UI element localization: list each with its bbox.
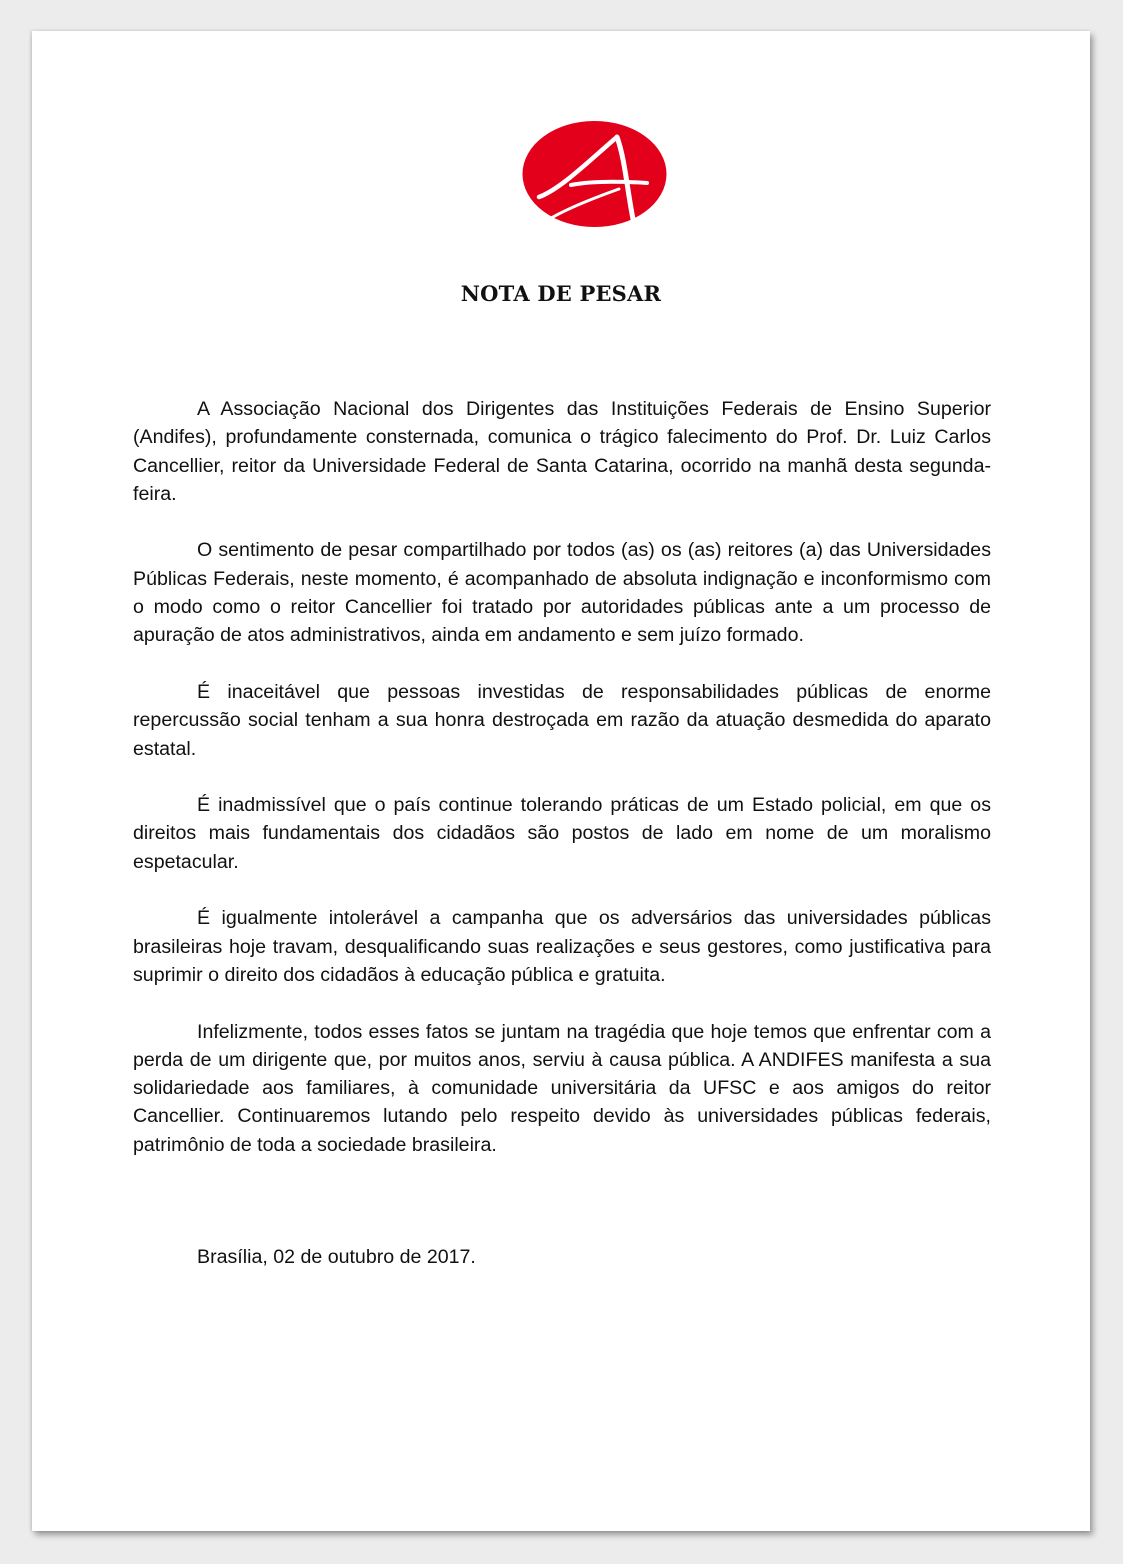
date-line: Brasília, 02 de outubro de 2017. (197, 1246, 476, 1268)
paragraph-3: É inaceitável que pessoas investidas de responsabilidades públicas de enorme repercussão social tenham a sua honra destroçada em razão da atuação desmedida do aparato estatal. (133, 680, 991, 760)
document-title: NOTA DE PESAR (460, 281, 662, 306)
andifes-logo-icon (521, 119, 668, 229)
paragraph-6: Infelizmente, todos esses fatos se juntam na tragédia que hoje temos que enfrentar com a perda de um dirigente que, por muitos anos, serviu à causa pública. A ANDIFES manifesta a sua solidariedade aos familiares, à comunidade universitária da UFSC e aos amigos do reitor Cancellier. Continuaremos lutando pelo respeito devido às universidades públicas federais, patrimônio de toda a sociedade brasileira. (133, 1020, 991, 1156)
document-page (32, 31, 1090, 1531)
paragraph-4: É inadmissível que o país continue tolerando práticas de um Estado policial, em que os direitos mais fundamentais dos cidadãos são postos de lado em nome de um moralismo espetacular. (133, 794, 991, 873)
document-body (133, 395, 991, 1187)
paragraph-5: É igualmente intolerável a campanha que os adversários das universidades públicas brasileiras hoje travam, desqualificando suas realizações e seus gestores, como justificativa para suprimir o direito dos cidadãos à educação pública e gratuita. (133, 907, 991, 986)
paragraph-2: O sentimento de pesar compartilhado por todos (as) os (as) reitores (a) das Universidades Públicas Federais, neste momento, é acompanhado de absoluta indignação e inconformismo com o modo como o reitor Cancellier foi tratado por autoridades públicas ante a um processo de apuração de atos administrativos, ainda em andamento e sem juízo formado. (133, 539, 991, 647)
paragraph-1: A Associação Nacional dos Dirigentes das Instituições Federais de Ensino Superior (Andifes), profundamente consternada, comunica o trágico falecimento do Prof. Dr. Luiz Carlos Cancellier, reitor da Universidade Federal de Santa Catarina, ocorrido na manhã desta segunda-feira. (133, 398, 991, 505)
